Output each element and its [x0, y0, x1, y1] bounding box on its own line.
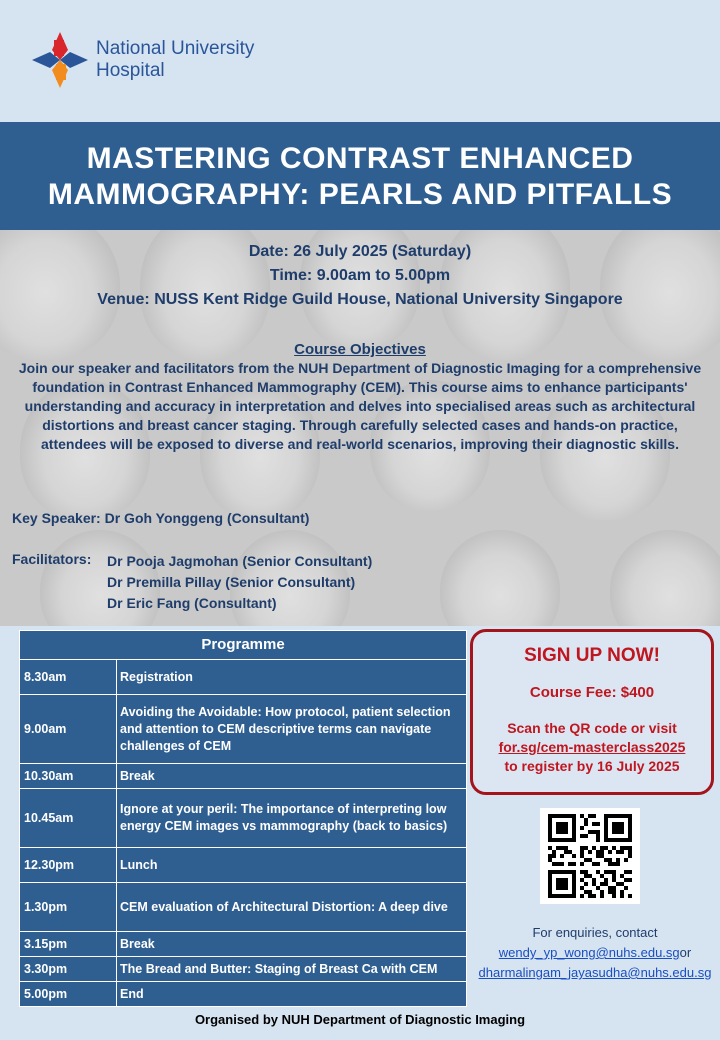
table-row [19, 764, 467, 789]
table-row [19, 789, 467, 848]
table-row [19, 883, 467, 932]
row-time: 10.45am [20, 789, 117, 847]
facilitator: Dr Premilla Pillay (Senior Consultant) [107, 574, 356, 590]
event-venue: Venue: NUSS Kent Ridge Guild House, National University Singapore [97, 291, 623, 308]
registration-link[interactable]: for.sg/cem-masterclass2025 [498, 739, 686, 755]
row-item: The Bread and Butter: Staging of Breast Ca with CEM [120, 961, 438, 976]
facilitators-list [107, 551, 372, 614]
signup-title: SIGN UP NOW! [524, 645, 660, 666]
table-row [19, 957, 467, 982]
hospital-name [96, 38, 254, 82]
course-fee: Course Fee: $400 [529, 684, 655, 701]
enquiries-label: For enquiries, contact [532, 925, 658, 940]
row-time: 3.15pm [20, 932, 117, 956]
facilitator: Dr Pooja Jagmohan (Senior Consultant) [107, 553, 373, 569]
programme-table [19, 630, 467, 1007]
email-link-2[interactable]: dharmalingam_jayasudha@nuhs.edu.sg [478, 965, 712, 980]
key-speaker: Key Speaker: Dr Goh Yonggeng (Consultant) [12, 510, 310, 526]
row-time: 9.00am [20, 695, 117, 763]
table-row [19, 695, 467, 764]
row-item: CEM evaluation of Architectural Distortion: A deep dive [120, 899, 448, 914]
qr-code-icon [540, 808, 640, 904]
title-banner [0, 122, 720, 230]
row-time: 1.30pm [20, 883, 117, 931]
event-details [0, 240, 720, 312]
enquiries [470, 923, 720, 983]
or-text: or [679, 945, 692, 960]
enquiries-email1-line [470, 943, 720, 963]
row-item: Ignore at your peril: The importance of interpreting low energy CEM images vs mammography (back to basics) [120, 802, 448, 833]
row-item: Registration [120, 669, 193, 684]
event-time: Time: 9.00am to 5.00pm [269, 267, 451, 284]
signup-box [470, 629, 714, 795]
row-time: 3.30pm [20, 957, 117, 981]
organiser-footer: Organised by NUH Department of Diagnostic Imaging [194, 1012, 526, 1027]
event-date: Date: 26 July 2025 (Saturday) [248, 243, 472, 260]
scan-line: Scan the QR code or visit [507, 720, 677, 736]
enquiries-email2-line [470, 963, 720, 983]
nuh-logo-icon [30, 30, 90, 90]
row-item: End [120, 986, 144, 1001]
email-link-1[interactable]: wendy_yp_wong@nuhs.edu.sg [498, 945, 680, 960]
row-item: Break [120, 768, 155, 783]
course-objectives [0, 340, 720, 454]
row-item: Lunch [120, 857, 158, 872]
facilitator: Dr Eric Fang (Consultant) [107, 595, 277, 611]
row-time: 5.00pm [20, 982, 117, 1006]
objectives-body: Join our speaker and facilitators from the NUH Department of Diagnostic Imaging for a comprehensive foundation in Contrast Enhanced Mammography (CEM). This course aims to enhance participants' understanding and accuracy in interpretation and delves into specialised areas such as architectural distortions and breast cancer staging. Through carefully selected cases and hands-on practice, attendees will be exposed to diverse and real-world scenarios, improving their diagnostic skills. [18, 360, 702, 452]
objectives-heading: Course Objectives [294, 341, 426, 358]
row-item: Avoiding the Avoidable: How protocol, patient selection and attention to CEM descriptive terms can navigate challenges of CEM [120, 704, 451, 753]
title-line2: MAMMOGRAPHY: PEARLS AND PITFALLS [47, 178, 673, 211]
title-line1: MASTERING CONTRAST ENHANCED [86, 142, 634, 175]
table-row [19, 982, 467, 1007]
row-time: 8.30am [20, 660, 117, 694]
row-time: 10.30am [20, 764, 117, 788]
logo-line2: Hospital [96, 60, 165, 81]
table-row [19, 848, 467, 883]
table-row [19, 932, 467, 957]
row-time: 12.30pm [20, 848, 117, 882]
row-item: Break [120, 936, 155, 951]
table-row [19, 660, 467, 695]
facilitators-label: Facilitators: [12, 551, 92, 567]
deadline-line: to register by 16 July 2025 [504, 758, 680, 774]
signup-instructions [473, 719, 711, 776]
programme-heading: Programme [19, 630, 467, 660]
logo-line1: National University [96, 38, 255, 59]
